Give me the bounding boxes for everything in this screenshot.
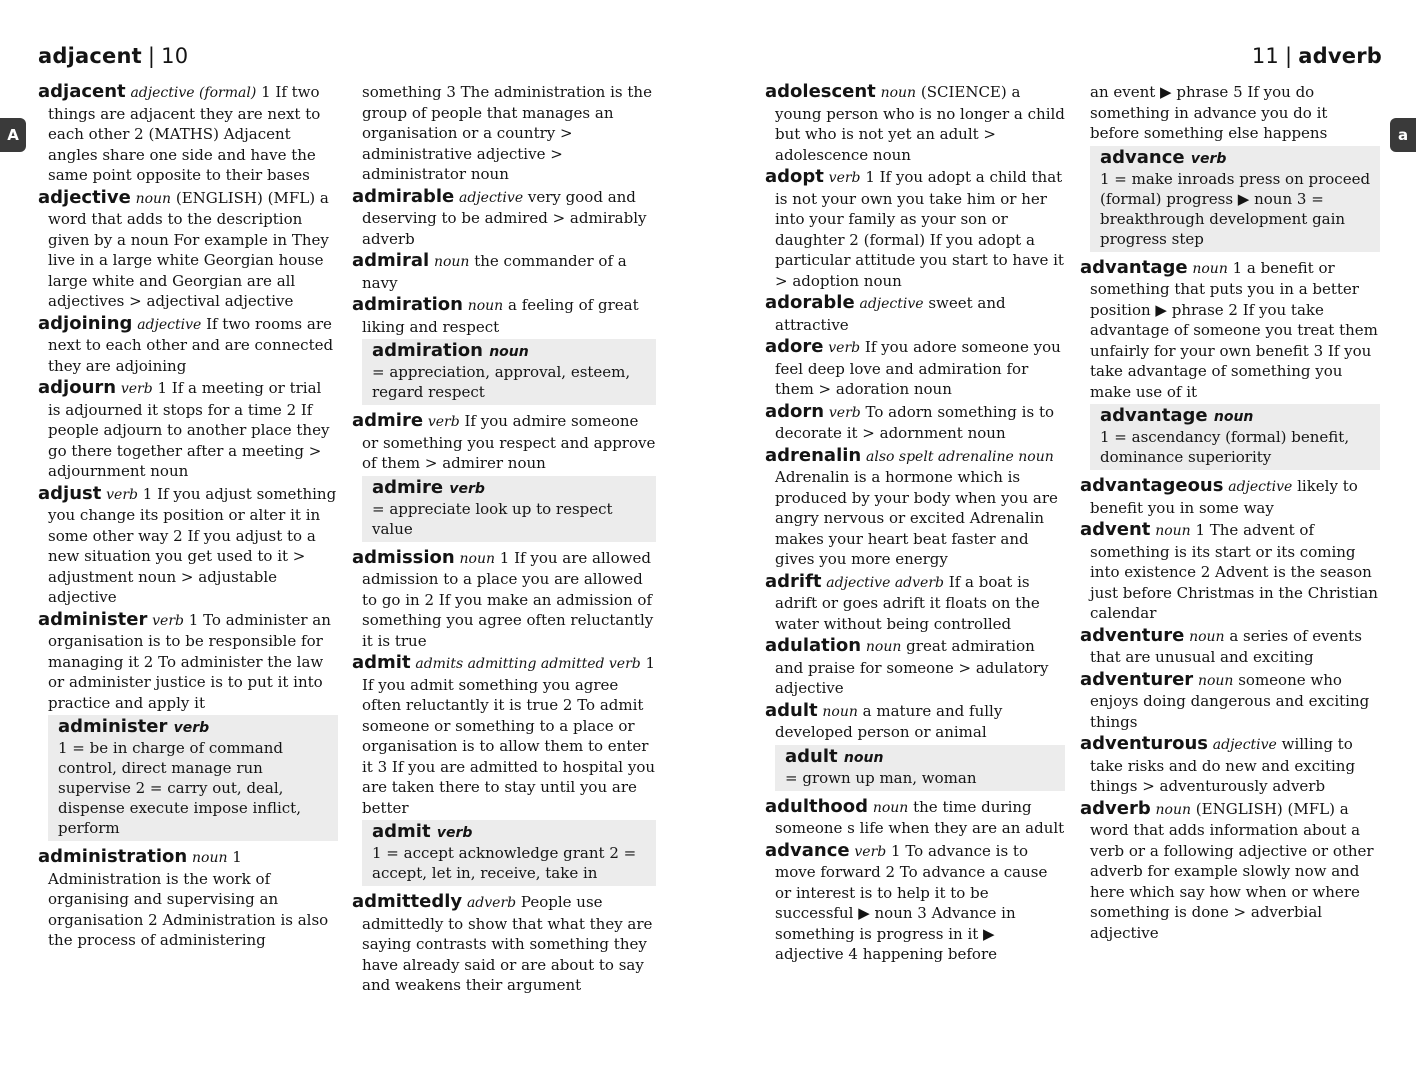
part-of-speech: verb — [173, 720, 210, 736]
column-3 — [765, 82, 1065, 1058]
dictionary-entry — [765, 636, 1065, 699]
headword: adjoining — [38, 312, 133, 334]
dictionary-entry — [1080, 670, 1380, 733]
part-of-speech: verb — [854, 843, 887, 860]
dictionary-entry — [38, 610, 338, 714]
part-of-speech: verb — [828, 404, 861, 421]
headword: adulthood — [765, 795, 869, 817]
entry-continuation — [1080, 82, 1380, 144]
headword: administration — [38, 846, 188, 867]
thesaurus-box — [48, 715, 338, 841]
definition: 1 If you adopt a child that is not your own you take him or her into your family as your son or daughter 2 (formal) If you adopt a particular attitude you start to have it > adoption noun — [775, 168, 1064, 290]
headword: admission — [352, 546, 455, 568]
thesaurus-headword-text: admit — [372, 821, 431, 842]
part-of-speech: adverb — [466, 895, 517, 911]
part-of-speech: adjective — [459, 189, 524, 206]
dictionary-entry — [1080, 734, 1380, 797]
definition: (ENGLISH) (MFL) a word that adds to the description given by a noun For example in They live in a large white Georgian house large white and Georgian are all adjectives > adjectival adjective — [48, 188, 329, 310]
definition: a series of events that are unusual and exciting — [1090, 626, 1362, 666]
part-of-speech: adjective — [137, 316, 202, 333]
dictionary-entry — [765, 572, 1065, 635]
headword: admire — [352, 410, 424, 431]
synonyms: = grown up man, woman — [785, 768, 977, 787]
dictionary-entry — [765, 841, 1065, 965]
synonyms: 1 = make inroads press on proceed (formal) progress ▶ noun 3 = breakthrough development gain progress step — [1100, 169, 1371, 248]
thumb-tab-left[interactable]: A — [0, 118, 26, 152]
thesaurus-headword — [1100, 406, 1374, 427]
definition: sweet and attractive — [775, 294, 1006, 334]
definition: something 3 The administration is the group of people that manages an organisation or a country > administrative adjective > administrator noun — [362, 83, 652, 183]
dictionary-entry — [765, 293, 1065, 335]
headword: advance — [765, 839, 850, 861]
dictionary-entry — [1080, 476, 1380, 518]
definition: If two rooms are next to each other and are connected they are adjoining — [48, 314, 334, 375]
dictionary-entry — [352, 187, 656, 250]
headword: adjourn — [38, 377, 117, 398]
definition: 1 To advance is to move forward 2 To advance a cause or interest is to help it to be successful ▶ noun 3 Advance in something is progress in it ▶ adjective 4 happening before — [775, 841, 1048, 963]
part-of-speech: adjective adverb — [826, 574, 944, 591]
part-of-speech: noun — [467, 298, 504, 314]
part-of-speech: noun — [1192, 260, 1228, 277]
thesaurus-headword-text: admire — [372, 476, 444, 498]
dictionary-entry — [352, 548, 656, 652]
thesaurus-headword-text: advantage — [1100, 405, 1208, 426]
definition: 1 If a meeting or trial is adjourned it stops for a time 2 If people adjourn to another place they go there together after a meeting > adjournment noun — [48, 379, 330, 480]
dictionary-entry — [352, 251, 656, 293]
definition: very good and deserving to be admired > admirably adverb — [362, 187, 647, 248]
thesaurus-headword — [1100, 148, 1374, 169]
thumb-tab-right[interactable]: a — [1390, 118, 1416, 152]
part-of-speech: verb — [449, 480, 485, 497]
headword: administer — [38, 608, 148, 630]
part-of-speech: noun — [880, 85, 917, 101]
thesaurus-headword-text: administer — [58, 716, 168, 737]
page-number: 10 — [161, 44, 189, 68]
part-of-speech: verb — [828, 340, 861, 356]
dictionary-entry — [38, 314, 338, 377]
headword: adult — [765, 699, 818, 721]
headword: admit — [352, 652, 411, 673]
headword: adventurer — [1080, 668, 1194, 690]
dictionary-entry — [352, 411, 656, 474]
part-of-speech: adjective — [1212, 737, 1277, 753]
dictionary-entry — [765, 446, 1065, 570]
dictionary-entry — [1080, 626, 1380, 668]
headword: admiration — [352, 294, 463, 315]
dictionary-entry — [352, 653, 656, 818]
part-of-speech: verb — [152, 612, 184, 629]
thesaurus-box — [1090, 146, 1380, 252]
headword: adjust — [38, 482, 102, 504]
thesaurus-headword — [785, 747, 1059, 768]
definition: a mature and fully developed person or animal — [775, 701, 1003, 741]
definition: 1 a benefit or something that puts you in a better position ▶ phrase 2 If you take advantage of someone you treat them unfairly for your own benefit 3 If you take advantage of something you make use of it — [1090, 258, 1378, 401]
dictionary-entry — [1080, 520, 1380, 624]
synonyms: 1 = be in charge of command control, direct manage run supervise 2 = carry out, deal, dispense execute impose inflict, perform — [58, 739, 301, 837]
headword: admittedly — [352, 891, 463, 912]
part-of-speech: noun — [135, 190, 172, 207]
thesaurus-headword — [372, 478, 650, 499]
part-of-speech: noun — [843, 749, 884, 766]
thesaurus-headword — [372, 341, 650, 362]
definition: (SCIENCE) a young person who is no longer a child but who is not yet an adult > adolescence noun — [775, 83, 1065, 164]
running-head-right — [1252, 44, 1382, 68]
running-head-word: adverb — [1298, 44, 1382, 68]
headword: adverb — [1080, 797, 1151, 819]
headword: adventure — [1080, 624, 1185, 646]
headword: adrift — [765, 570, 822, 592]
thesaurus-headword-text: advance — [1100, 146, 1185, 168]
dictionary-entry — [1080, 799, 1380, 944]
column-2 — [352, 82, 656, 1058]
definition: the time during someone s life when they are an adult — [775, 797, 1065, 837]
part-of-speech: noun — [1213, 409, 1254, 425]
part-of-speech: noun — [459, 550, 496, 567]
definition: 1 The advent of something is its start or its coming into existence 2 Advent is the season just before Christmas in the Christian calendar — [1090, 521, 1378, 622]
dictionary-entry — [38, 847, 338, 951]
definition: a feeling of great liking and respect — [362, 296, 639, 336]
headword: admirable — [352, 185, 455, 207]
definition: If you adore someone you feel deep love and admiration for them > adoration noun — [775, 338, 1061, 398]
definition: (ENGLISH) (MFL) a word that adds information about a verb or a following adjective or other adverb for example slowly now and here which say how when or where something is done > adverbial adjective — [1090, 799, 1374, 942]
dictionary-entry — [352, 892, 656, 996]
dictionary-entry — [765, 402, 1065, 444]
thesaurus-headword-text: admiration — [372, 340, 483, 361]
synonyms: = appreciate look up to respect value — [372, 499, 613, 538]
headword: adjective — [38, 186, 131, 208]
part-of-speech: noun — [489, 344, 529, 360]
thesaurus-box — [775, 745, 1065, 791]
part-of-speech: adjective — [1228, 479, 1293, 495]
synonyms: 1 = accept acknowledge grant 2 = accept, let in, receive, take in — [372, 844, 637, 882]
thesaurus-box — [362, 339, 656, 405]
synonyms: = appreciation, approval, esteem, regard respect — [372, 363, 631, 401]
part-of-speech: verb — [106, 486, 138, 503]
dictionary-entry — [38, 484, 338, 608]
part-of-speech: noun — [1189, 628, 1225, 645]
definition: someone who enjoys doing dangerous and exciting things — [1090, 670, 1370, 731]
headword: adore — [765, 336, 824, 357]
running-head-separator: | — [147, 44, 156, 68]
dictionary-entry — [765, 337, 1065, 400]
definition: 1 To administer an organisation is to be responsible for managing it 2 To administer the law or administer justice is to put it into practice and apply it — [48, 610, 331, 712]
part-of-speech: verb — [1190, 150, 1227, 167]
definition: If a boat is adrift or goes adrift it floats on the water without being controlled — [775, 572, 1040, 633]
part-of-speech: verb — [436, 825, 473, 841]
headword: admiral — [352, 250, 430, 271]
definition: 1 Administration is the work of organising and supervising an organisation 2 Administration is also the process of administering — [48, 848, 329, 949]
definition: To adorn something is to decorate it > adornment noun — [775, 402, 1054, 442]
running-head-word: adjacent — [38, 44, 142, 68]
part-of-speech: noun — [1155, 523, 1191, 539]
part-of-speech: adjective — [859, 296, 924, 312]
part-of-speech: noun — [865, 639, 902, 655]
part-of-speech: verb — [427, 414, 460, 430]
definition: If you admire someone or something you respect and approve of them > admirer noun — [362, 412, 656, 472]
synonyms: 1 = ascendancy (formal) benefit, dominance superiority — [1100, 428, 1350, 466]
headword: adventurous — [1080, 733, 1208, 754]
definition: People use admittedly to show that what they are saying contrasts with something they have already said or are about to say and weakens their argument — [362, 893, 653, 994]
definition: willing to take risks and do new and exciting things > adventurously adverb — [1090, 735, 1356, 795]
thesaurus-box — [362, 476, 656, 542]
definition: an event ▶ phrase 5 If you do something in advance you do it before something else happens — [1090, 83, 1328, 142]
running-head-separator: | — [1284, 44, 1293, 68]
part-of-speech: noun — [822, 703, 858, 720]
part-of-speech: adjective (formal) — [130, 85, 257, 101]
thesaurus-headword — [58, 717, 332, 738]
dictionary-entry — [765, 701, 1065, 743]
headword: advantageous — [1080, 475, 1224, 496]
dictionary-entry — [1080, 258, 1380, 403]
part-of-speech: noun — [192, 850, 228, 866]
dictionary-entry — [38, 82, 338, 186]
part-of-speech: verb — [828, 170, 861, 186]
definition: 1 If you admit something you agree often reluctantly it is true 2 To admit someone or something to a place or organisation is to allow them to enter it 3 If you are admitted to hospital you are taken there to stay until you are better — [362, 654, 656, 817]
page-number: 11 — [1251, 44, 1279, 68]
headword: advantage — [1080, 256, 1188, 278]
part-of-speech: also spelt adrenaline noun — [866, 448, 1054, 465]
right-page — [708, 0, 1416, 1080]
part-of-speech: noun — [872, 799, 909, 816]
dictionary-entry — [38, 378, 338, 482]
part-of-speech: admits admitting admitted verb — [415, 656, 641, 672]
column-4 — [1080, 82, 1380, 1058]
dictionary-entry — [38, 188, 338, 312]
dictionary-entry — [765, 82, 1065, 165]
definition: the commander of a navy — [362, 252, 627, 292]
headword: adolescent — [765, 82, 876, 102]
definition: 1 If you are allowed admission to a place you are allowed to go in 2 If you make an admission of something you agree often reluctantly it is true — [362, 548, 654, 650]
headword: adulation — [765, 635, 862, 656]
part-of-speech: noun — [433, 254, 470, 270]
headword: advent — [1080, 519, 1151, 540]
headword: adrenalin — [765, 444, 862, 466]
entry-continuation — [352, 82, 656, 185]
thesaurus-box — [362, 820, 656, 886]
headword: adopt — [765, 166, 824, 187]
running-head-left — [38, 44, 188, 68]
dictionary-entry — [765, 797, 1065, 839]
headword: adorn — [765, 400, 825, 422]
thesaurus-box — [1090, 404, 1380, 470]
dictionary-entry — [352, 295, 656, 337]
thesaurus-headword — [372, 822, 650, 843]
column-1 — [38, 82, 338, 1058]
part-of-speech: noun — [1197, 672, 1234, 689]
dictionary-entry — [765, 167, 1065, 291]
headword: adjacent — [38, 82, 126, 102]
part-of-speech: noun — [1155, 801, 1191, 818]
part-of-speech: verb — [120, 381, 153, 397]
definition: Adrenalin is a hormone which is produced by your body when you are angry nervous or excited Adrenalin makes your heart beat faster and gives you more energy — [775, 468, 1058, 568]
headword: adorable — [765, 292, 855, 313]
definition: 1 If you adjust something you change its position or alter it in some other way 2 If you adjust to a new situation you get used to it > adjustment noun > adjustable adjective — [48, 484, 337, 606]
definition: 1 If two things are adjacent they are next to each other 2 (MATHS) Adjacent angles share one side and have the same point opposite to their bases — [48, 83, 321, 184]
thesaurus-headword-text: adult — [785, 745, 838, 767]
definition: great admiration and praise for someone > adulatory adjective — [775, 637, 1049, 697]
definition: likely to benefit you in some way — [1090, 477, 1358, 517]
